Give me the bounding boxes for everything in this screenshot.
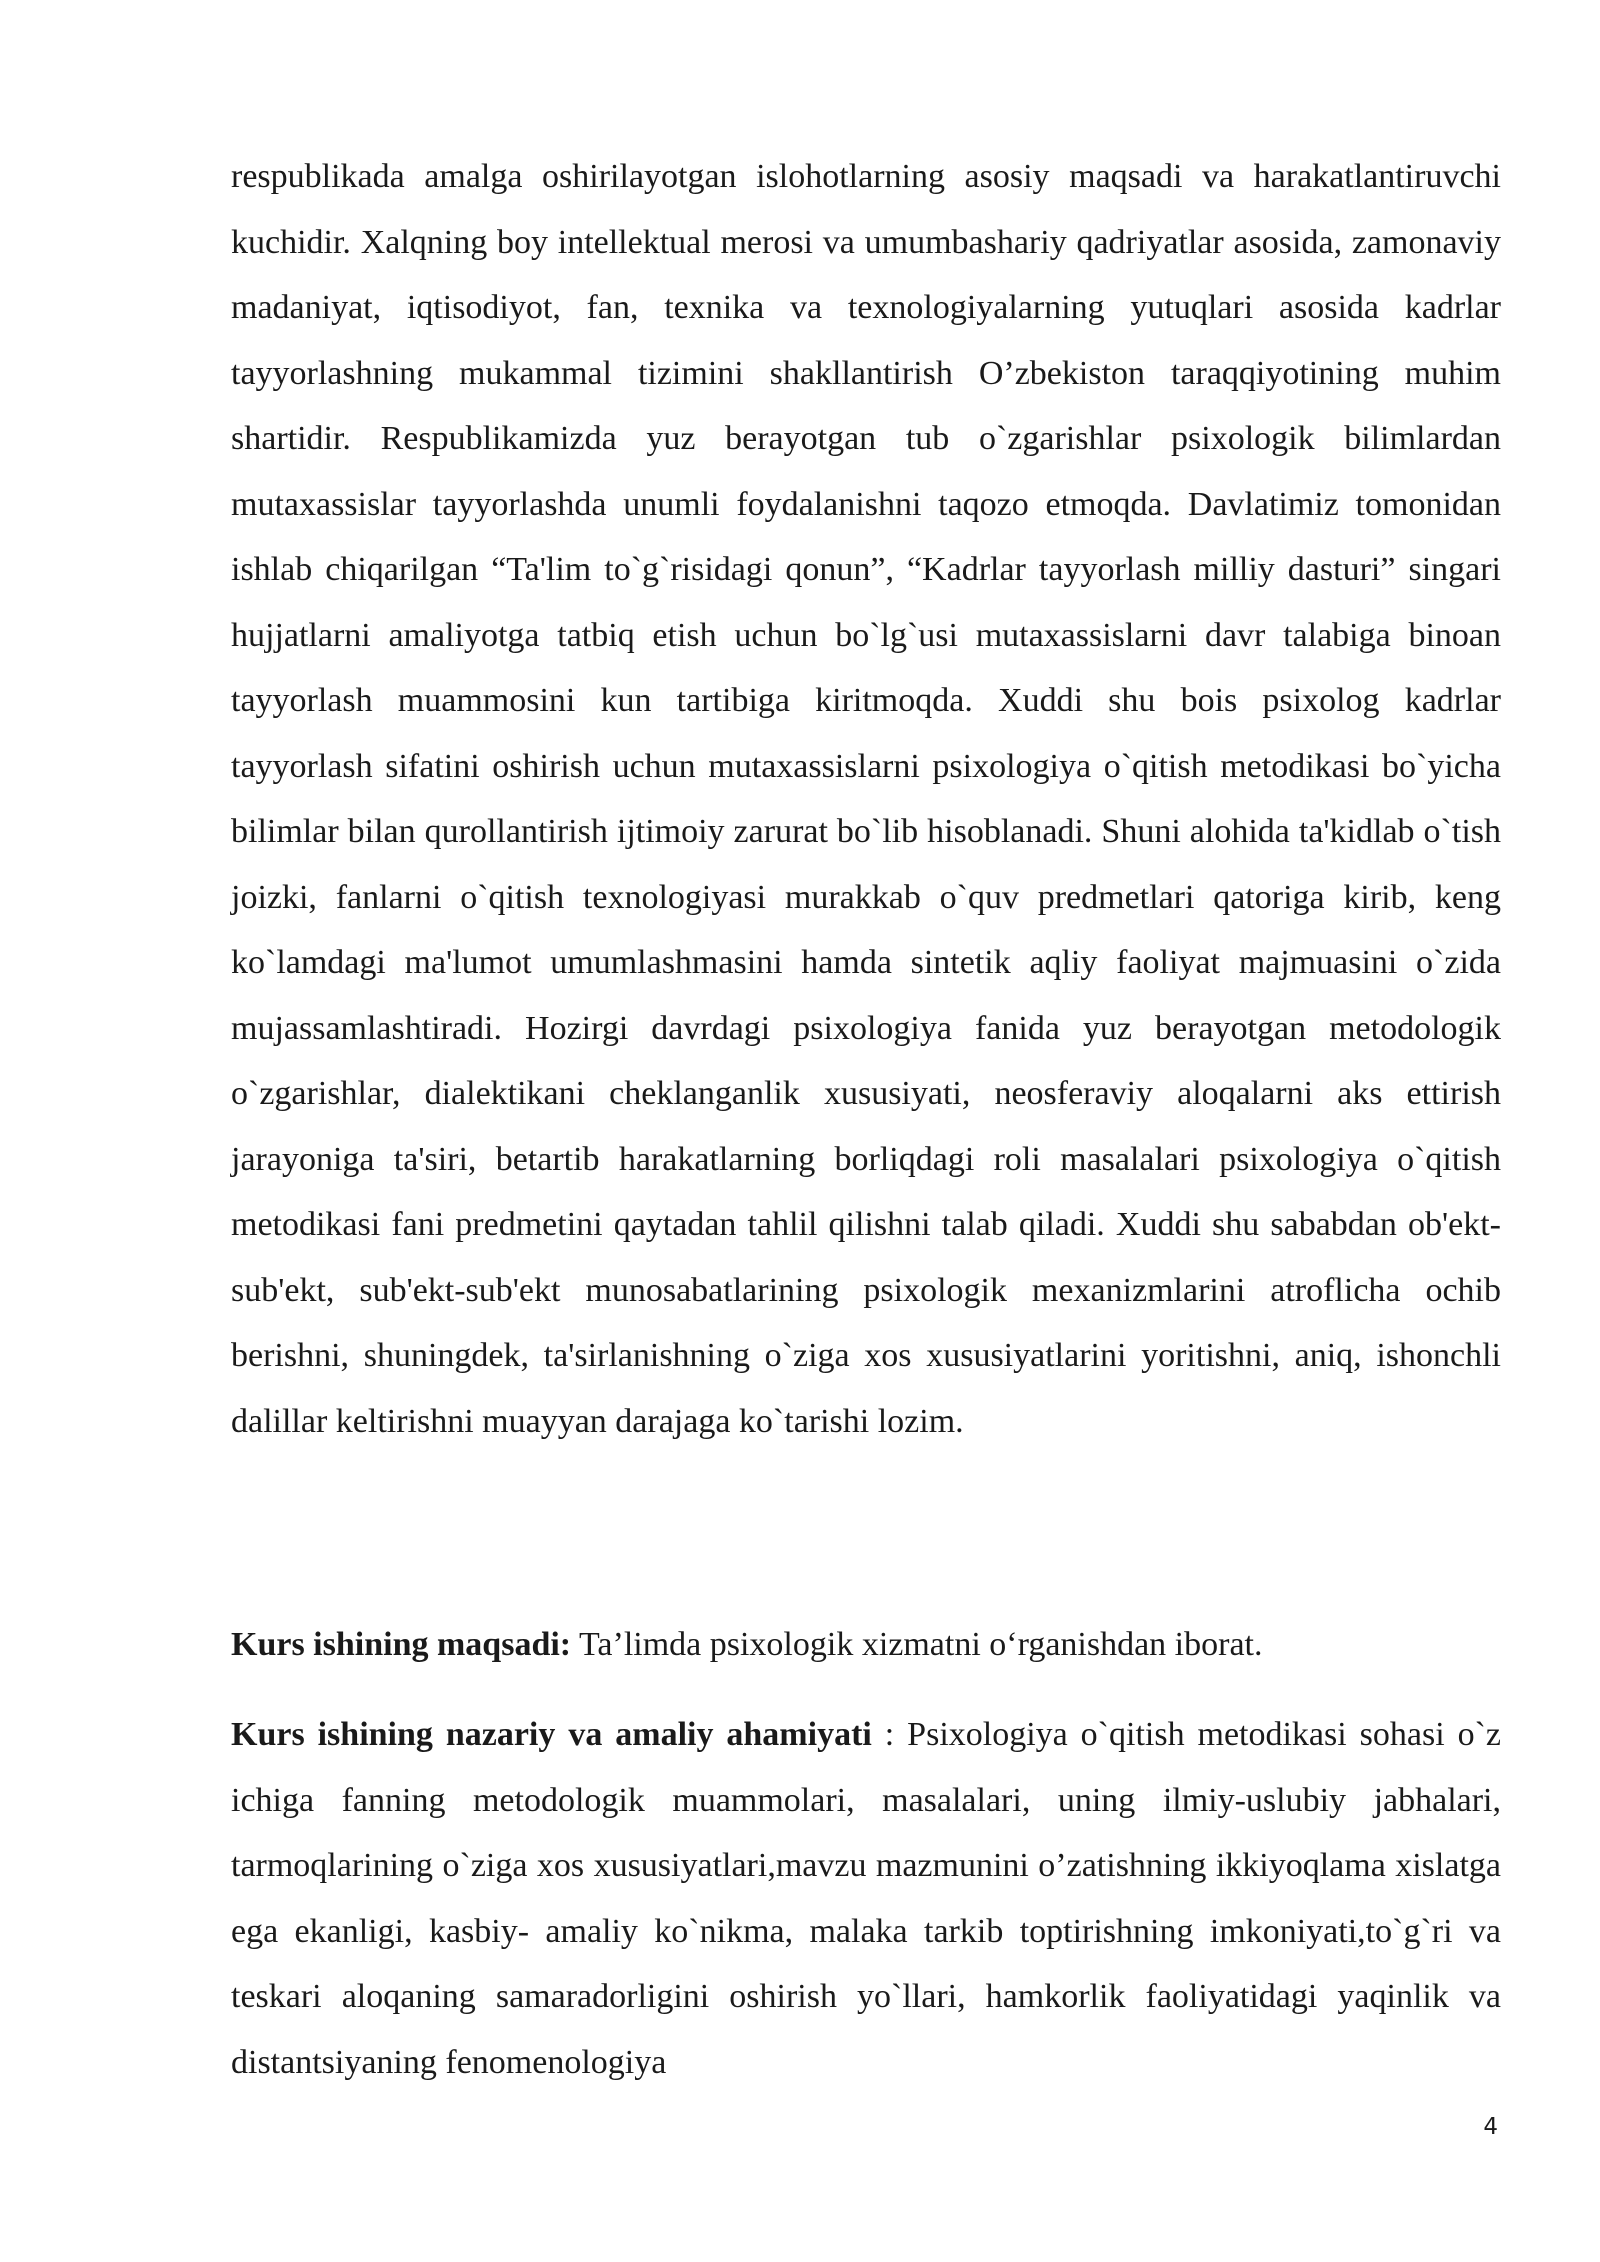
significance-text — [231, 1702, 1501, 2095]
significance-body: : Psixologiya o`qitish metodikasi sohasi o`z ichiga fanning metodologik muammolari, masalalari, uning ilmiy-uslubiy jabhalari, tarmoqlarining o`ziga xos xususiyatlari,mavzu mazmunini o’zatishning ikkiyoqlama xislatga ega ekanligi, kasbiy- amaliy ko`nikma, malaka tarkib toptirishning imkoniyati,to`g`ri va teskari aloqaning samaradorligini oshirish yo`llari, hamkorlik faoliyatidagi yaqinlik va distantsiyaning fenomenologiya — [231, 1716, 1501, 2081]
body-paragraph — [231, 144, 1501, 1454]
paragraph-text: respublikada amalga oshirilayotgan islohotlarning asosiy maqsadi va harakatlantiruvchi kuchidir. Xalqning boy intellektual merosi va umumbashariy qadriyatlar asosida, zamonaviy madaniyat, iqtisodiyot, fan, texnika va texnologiyalarning yutuqlari asosida kadrlar tayyorlashning mukammal tizimini shakllantirish O’zbekiston taraqqiyotining muhim shartidir. Respublikamizda yuz berayotgan tub o`zgarishlar psixologik bilimlardan mutaxassislar tayyorlashda unumli foydalanishni taqozo etmoqda. Davlatimiz tomonidan ishlab chiqarilgan “Ta'lim to`g`risidagi qonun”, “Kadrlar tayyorlash milliy dasturi” singari hujjatlarni amaliyotga tatbiq etish uchun bo`lg`usi mutaxassislarni davr talabiga binoan tayyorlash muammosini kun tartibiga kiritmoqda. Xuddi shu bois psixolog kadrlar tayyorlash sifatini oshirish uchun mutaxassislarni psixologiya o`qitish metodikasi bo`yicha bilimlar bilan qurollantirish ijtimoiy zarurat bo`lib hisoblanadi. Shuni alohida ta'kidlab o`tish joizki, fanlarni o`qitish texnologiyasi murakkab o`quv predmetlari qatoriga kirib, keng ko`lamdagi ma'lumot umumlashmasini hamda sintetik aqliy faoliyat majmuasini o`zida mujassamlashtiradi. Hozirgi davrdagi psixologiya fanida yuz berayotgan metodologik o`zgarishlar, dialektikani cheklanganlik xususiyati, neosferaviy aloqalarni aks ettirish jarayoniga ta'siri, betartib harakatlarning borliqdagi roli masalalari psixologiya o`qitish metodikasi fani predmetini qaytadan tahlil qilishni talab qiladi. Xuddi shu sababdan ob'ekt-sub'ekt, sub'ekt-sub'ekt munosabatlarining psixologik mexanizmlarini atroflicha ochib berishni, shuningdek, ta'sirlanishning o`ziga xos xususiyatlarini yoritishni, aniq, ishonchli dalillar keltirishni muayyan darajaga ko`tarishi lozim. — [231, 158, 1501, 1440]
course-goal-body: Ta’limda psixologik xizmatni o‘rganishdan iborat. — [571, 1626, 1263, 1663]
course-goal-label: Kurs ishining maqsadi: — [231, 1626, 572, 1663]
page-number: 4 — [1483, 2114, 1498, 2140]
significance-label: Kurs ishining nazariy va amaliy ahamiyati — [231, 1716, 872, 1753]
course-goal-text — [231, 1612, 1501, 1678]
significance-paragraph — [231, 1702, 1501, 2095]
course-goal-paragraph — [231, 1612, 1501, 1678]
